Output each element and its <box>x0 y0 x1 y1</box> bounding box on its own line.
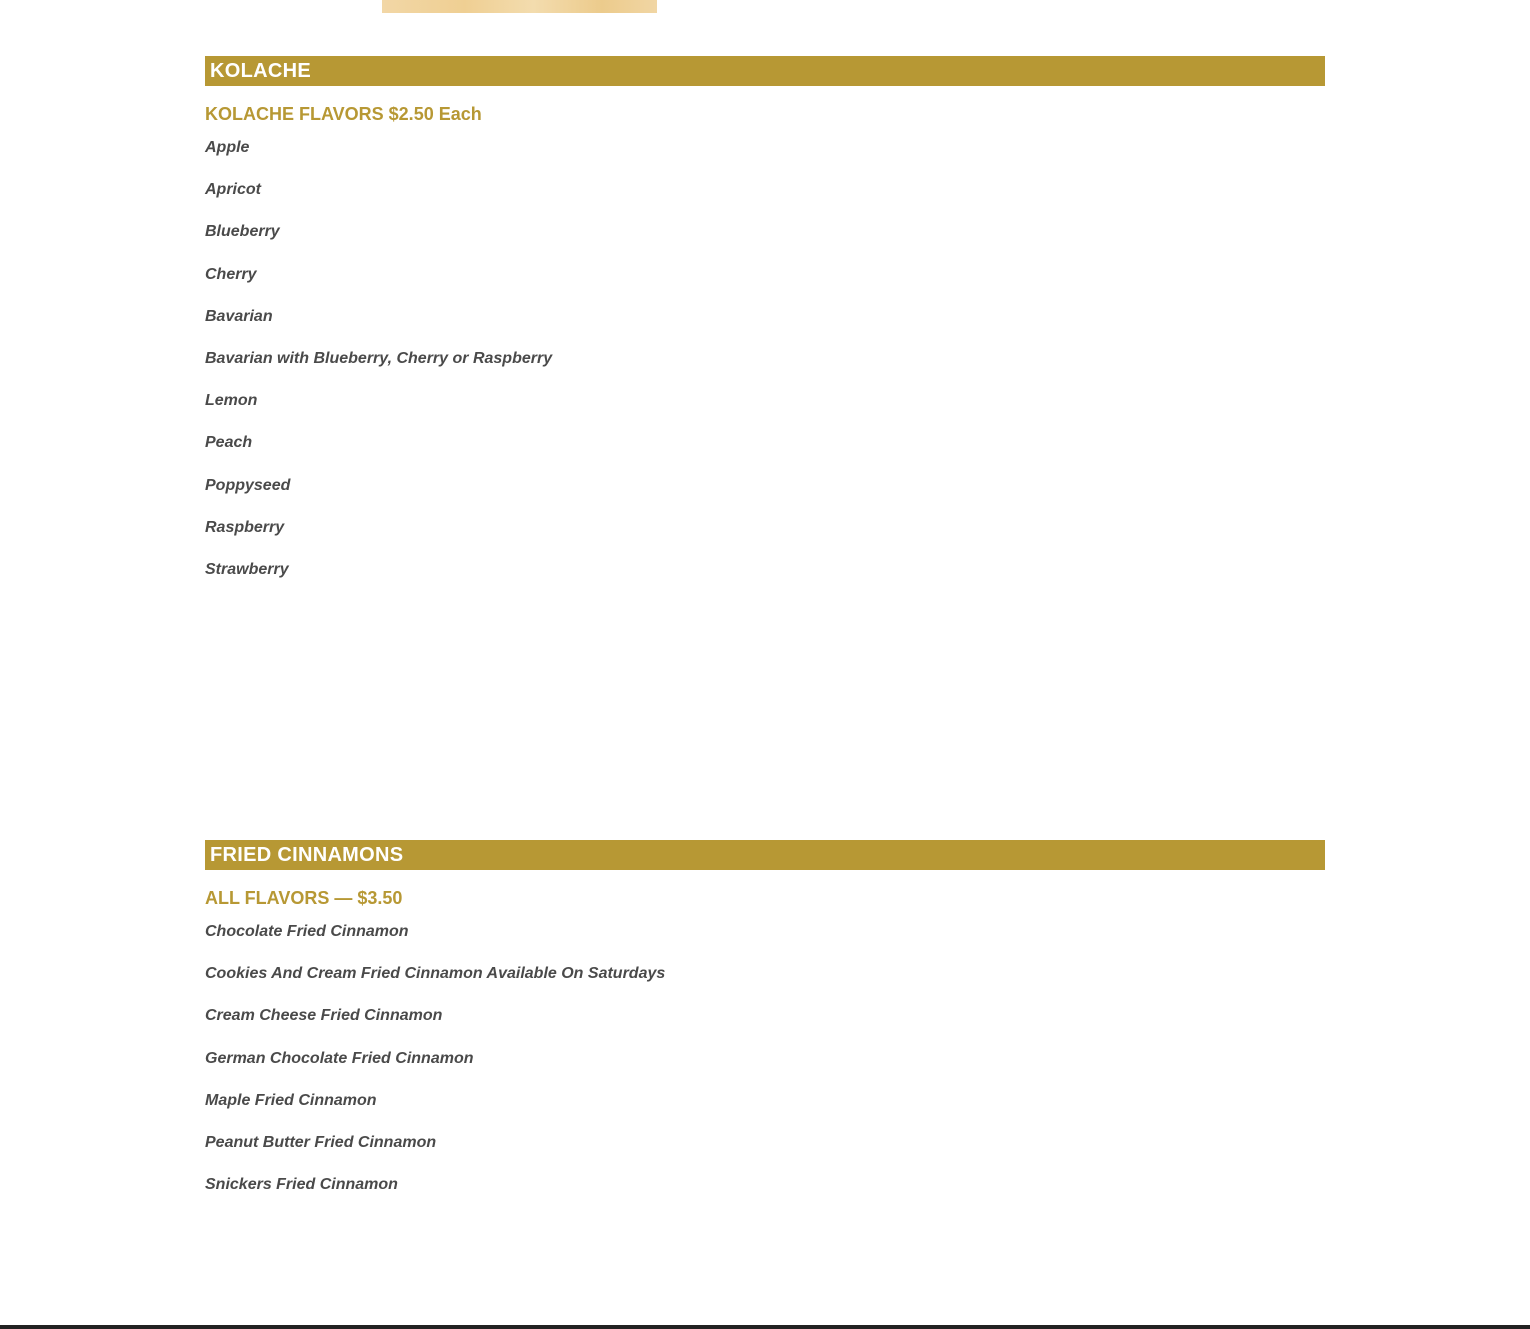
list-item: Peach <box>205 434 253 452</box>
kolache-price-subheading: KOLACHE FLAVORS $2.50 Each <box>205 104 482 124</box>
fried-cinnamons-heading: FRIED CINNAMONS <box>205 840 1325 870</box>
footer-divider <box>0 1325 1530 1329</box>
list-item: Raspberry <box>205 518 285 536</box>
kolache-flavor-list <box>205 138 1325 602</box>
fried-cinnamons-flavor-list <box>205 922 1325 1217</box>
kolache-section <box>205 56 1325 602</box>
list-item: Peanut Butter Fried Cinnamon <box>205 1133 437 1151</box>
list-item: German Chocolate Fried Cinnamon <box>205 1049 474 1067</box>
list-item: Strawberry <box>205 560 289 578</box>
list-item: Lemon <box>205 392 258 410</box>
list-item: Cookies And Cream Fried Cinnamon Available On Saturdays <box>205 965 666 983</box>
fried-cinnamons-section <box>205 840 1325 1217</box>
list-item: Maple Fried Cinnamon <box>205 1091 377 1109</box>
list-item: Apricot <box>205 181 261 199</box>
list-item: Poppyseed <box>205 476 291 494</box>
list-item: Cherry <box>205 265 257 283</box>
pastry-photo <box>382 0 657 13</box>
kolache-heading: KOLACHE <box>205 56 1325 86</box>
fried-cinnamons-price-subheading: ALL FLAVORS — $3.50 <box>205 888 403 908</box>
list-item: Snickers Fried Cinnamon <box>205 1176 398 1194</box>
list-item: Bavarian <box>205 307 273 325</box>
list-item: Blueberry <box>205 223 280 241</box>
list-item: Chocolate Fried Cinnamon <box>205 923 409 940</box>
list-item: Cream Cheese Fried Cinnamon <box>205 1007 443 1025</box>
list-item: Bavarian with Blueberry, Cherry or Raspberry <box>205 349 553 367</box>
list-item: Apple <box>205 139 250 156</box>
